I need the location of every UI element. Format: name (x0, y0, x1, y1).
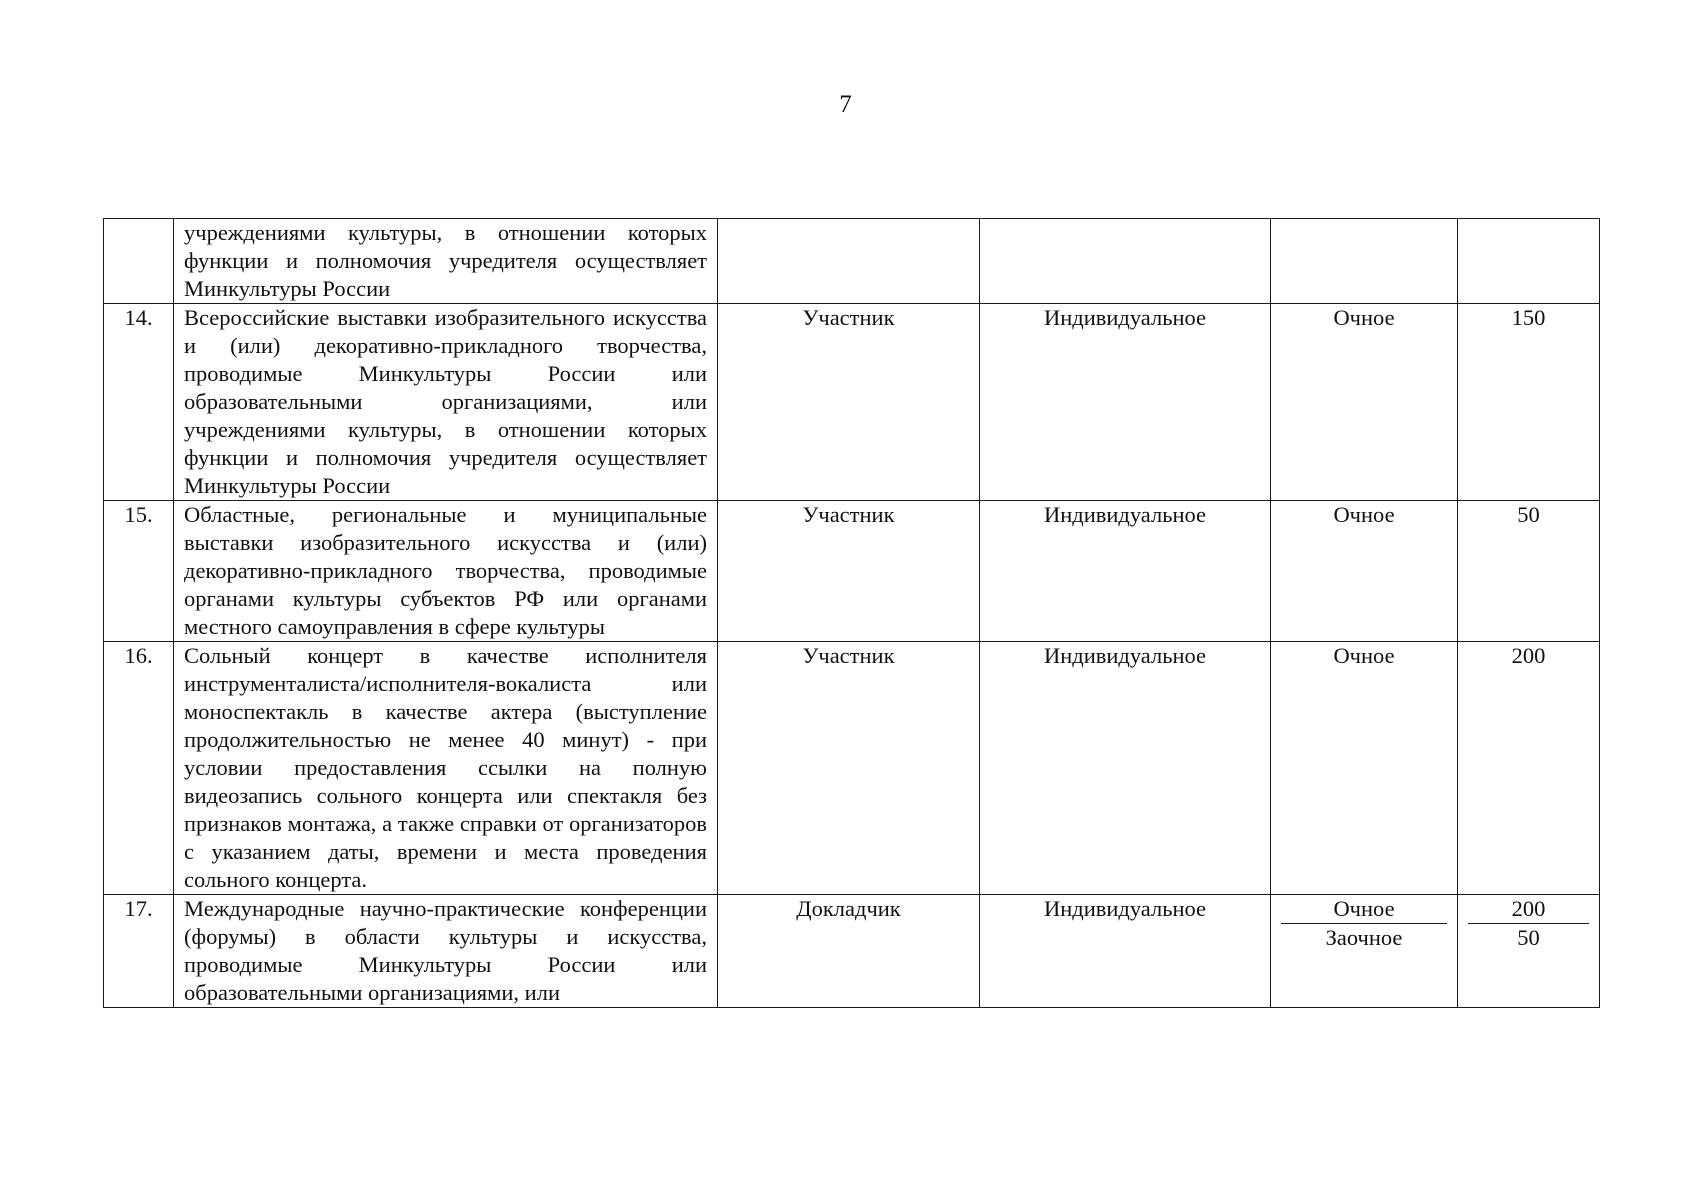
description-line: условии предоставления ссылки на полную (184, 755, 707, 780)
description-line: инструменталиста/исполнителя-вокалиста или (184, 671, 707, 696)
description-line: осуществляет Минкультуры России (184, 445, 708, 498)
description-line: осуществляет Минкультуры России (184, 248, 708, 301)
description-line: Всероссийские выставки изобразительного (184, 305, 605, 330)
table-body (104, 219, 1600, 1008)
participation-type: Индивидуальное (980, 304, 1271, 501)
points (1458, 501, 1600, 642)
description-line: декоративно-прикладного творчества, (184, 558, 566, 583)
description-line: творчества, проводимые Минкультуры России (184, 333, 707, 386)
description-line: или органами местного самоуправления в сфере (184, 586, 707, 639)
description-line: продолжительностью не менее 40 минут) - при (184, 727, 707, 752)
points (1458, 642, 1600, 895)
description-line: функции и полномочия учредителя (184, 248, 558, 273)
description-line: проводимые органами культуры субъектов РФ (184, 558, 707, 611)
table-row (104, 304, 1600, 501)
participation-type (980, 219, 1271, 304)
participation-type: Индивидуальное (980, 642, 1271, 895)
points (1458, 895, 1600, 1008)
participant-role: Участник (718, 304, 980, 501)
points-value: 50 (1517, 925, 1540, 950)
participation-form (1271, 304, 1458, 501)
form-value: Очное (1333, 643, 1395, 668)
form-value: Очное (1281, 895, 1447, 924)
points-value: 200 (1511, 643, 1546, 668)
points (1458, 304, 1600, 501)
form-value: Очное (1333, 305, 1395, 330)
event-description (174, 895, 718, 1008)
event-description (174, 219, 718, 304)
description-line: видеозапись сольного концерта или спектакля (184, 783, 663, 808)
description-line: конференции (форумы) в области культуры и (184, 896, 707, 949)
participant-role (718, 219, 980, 304)
description-line: или образовательными организациями, или (184, 952, 708, 1005)
row-number: 15. (104, 501, 174, 642)
page-number: 7 (839, 91, 852, 118)
description-line: места проведения сольного концерта. (184, 839, 707, 892)
row-number: 17. (104, 895, 174, 1008)
description-line: без признаков монтажа, а также справки от (184, 783, 707, 836)
description-line: организаторов с указанием даты, времени и (184, 811, 707, 864)
participation-form (1271, 501, 1458, 642)
participation-form (1271, 895, 1458, 1008)
table-row (104, 219, 1600, 304)
row-number: 14. (104, 304, 174, 501)
participation-form (1271, 219, 1458, 304)
row-number: 16. (104, 642, 174, 895)
event-description (174, 304, 718, 501)
description-line: искусства, проводимые Минкультуры России (184, 924, 707, 977)
form-value: Очное (1333, 502, 1395, 527)
description-line: функции и полномочия учредителя (184, 445, 558, 470)
points-value: 150 (1511, 305, 1546, 330)
criteria-table (103, 218, 1600, 1008)
description-line: учреждениями культуры, в отношении которых (184, 417, 707, 442)
form-value: Заочное (1325, 925, 1403, 950)
event-description (174, 642, 718, 895)
description-line: или образовательными организациями, или (184, 361, 708, 414)
table-row (104, 642, 1600, 895)
description-line: Областные, региональные и муниципальные (184, 502, 707, 527)
description-line: учреждениями культуры, в отношении которых (184, 220, 707, 245)
points (1458, 219, 1600, 304)
description-line: Международные научно-практические (184, 896, 565, 921)
points-value: 200 (1468, 895, 1589, 924)
points-value: 50 (1517, 502, 1540, 527)
participant-role: Докладчик (718, 895, 980, 1008)
description-line: выставки изобразительного искусства и (или) (184, 530, 707, 555)
description-line: искусства и (или) декоративно-прикладного (184, 305, 708, 358)
description-line: культуры (516, 614, 606, 639)
event-description (174, 501, 718, 642)
participation-form (1271, 642, 1458, 895)
table-row (104, 501, 1600, 642)
participant-role: Участник (718, 642, 980, 895)
description-line: моноспектакль в качестве актера (выступление (184, 699, 707, 724)
participation-type: Индивидуальное (980, 895, 1271, 1008)
participation-type: Индивидуальное (980, 501, 1271, 642)
table-row (104, 895, 1600, 1008)
participant-role: Участник (718, 501, 980, 642)
description-line: Сольный концерт в качестве исполнителя (184, 643, 707, 668)
row-number (104, 219, 174, 304)
